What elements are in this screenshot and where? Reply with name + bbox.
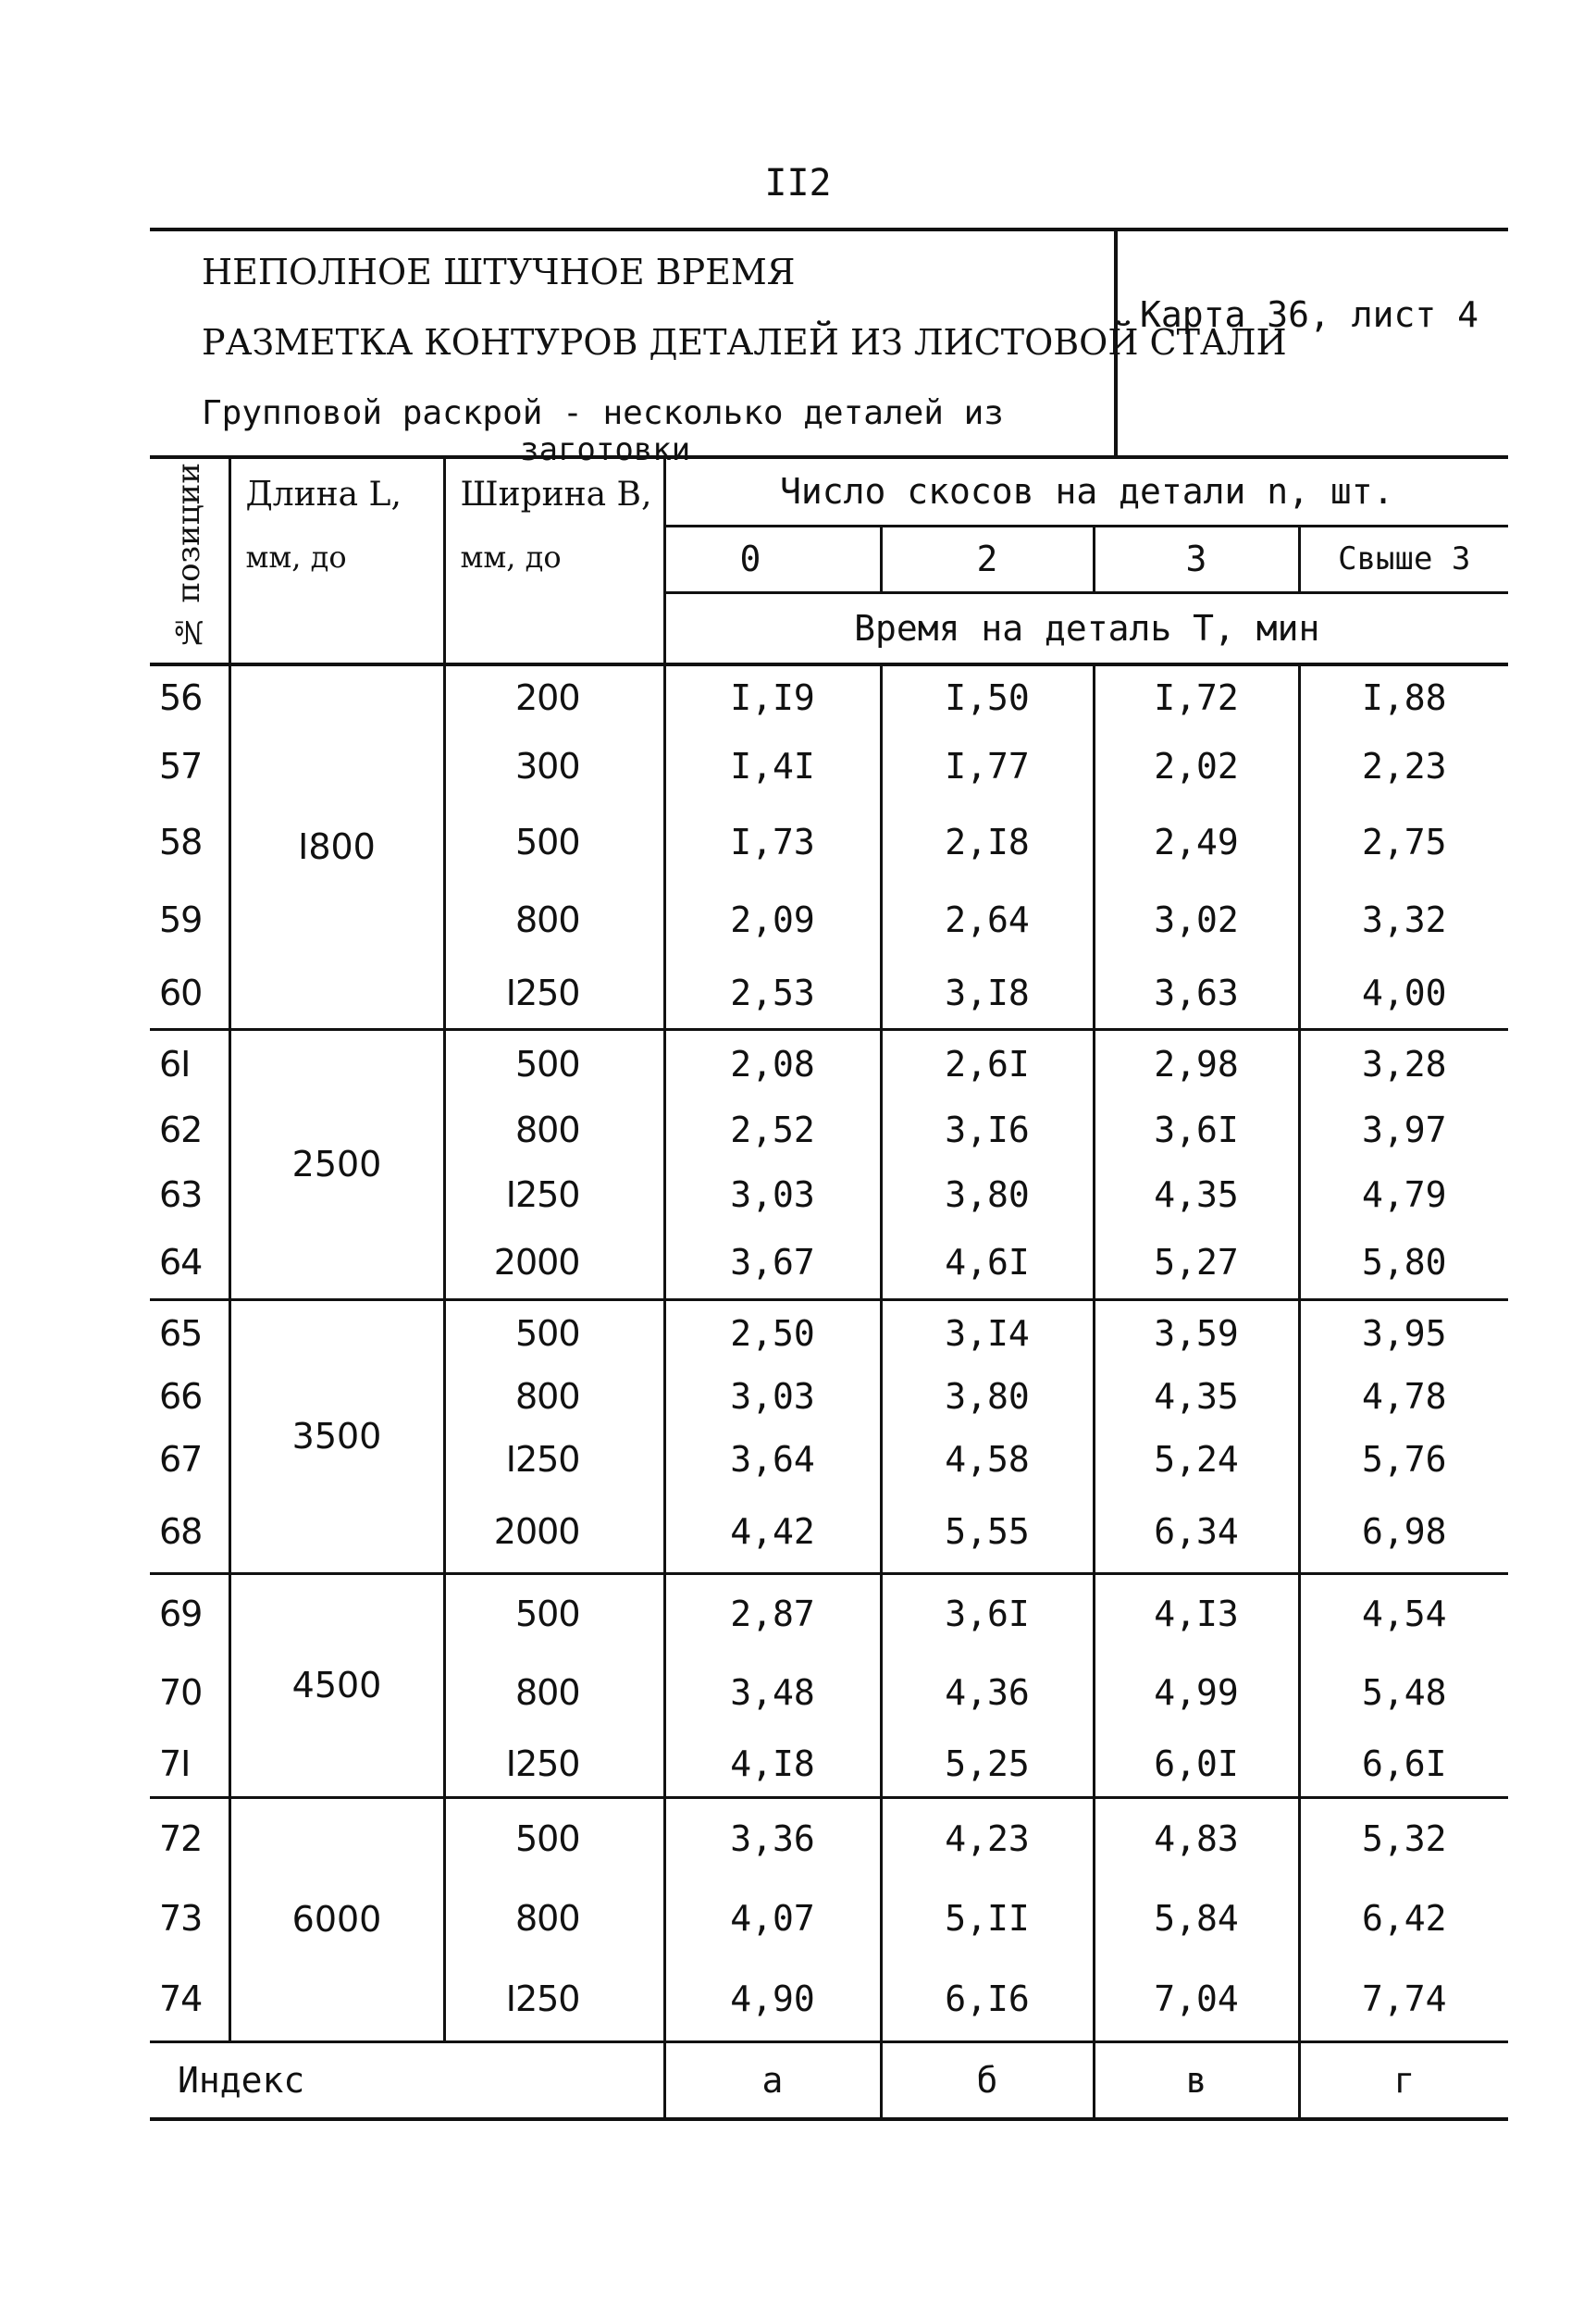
time-cell: 2,08	[664, 1029, 881, 1098]
time-cell: 2,50	[664, 1299, 881, 1366]
time-cell: 6,34	[1094, 1492, 1299, 1573]
col-bevels-header: Число скосов на детали n, шт.	[664, 459, 1508, 526]
time-cell: I,88	[1362, 677, 1447, 718]
time-cell: 4,58	[881, 1427, 1094, 1492]
time-cell: 4,6I	[881, 1227, 1094, 1299]
time-cell: 3,I6	[881, 1098, 1094, 1162]
time-cell: 4,99	[1094, 1653, 1299, 1732]
table-row	[150, 664, 1508, 729]
position-cell: 62	[150, 1098, 229, 1162]
time-cell: I,73	[664, 803, 881, 881]
width-cell: 800	[444, 1653, 664, 1732]
width-cell: 800	[444, 1098, 664, 1162]
col-width-header	[444, 459, 664, 664]
table-row	[150, 1797, 1508, 1879]
page-number: II2	[764, 162, 832, 205]
time-cell: 4,I3	[1094, 1573, 1299, 1653]
header-title-block	[150, 231, 1287, 468]
time-cell: 3,59	[1094, 1299, 1299, 1366]
time-cell: I,77	[881, 729, 1094, 803]
time-cell: 5,55	[881, 1492, 1094, 1573]
position-cell: 72	[150, 1797, 229, 1879]
time-cell: 4,78	[1362, 1376, 1447, 1417]
header-line-1: НЕПОЛНОЕ ШТУЧНОЕ ВРЕМЯ	[202, 252, 796, 292]
time-cell: 2,09	[664, 881, 881, 959]
time-cell: 5,24	[1094, 1427, 1299, 1492]
time-cell: 4,90	[664, 1958, 881, 2041]
table-row	[150, 1573, 1508, 1653]
time-cell: 3,67	[664, 1227, 881, 1299]
position-cell: 63	[150, 1162, 229, 1227]
time-cell: 3,63	[1094, 959, 1299, 1029]
header-line-4: заготовки	[520, 431, 691, 468]
time-cell: 3,02	[1094, 881, 1299, 959]
header-line-2: РАЗМЕТКА КОНТУРОВ ДЕТАЛЕЙ ИЗ ЛИСТОВОЙ СТАЛИ	[202, 322, 1287, 363]
time-cell: 2,49	[1094, 803, 1299, 881]
position-cell: 64	[150, 1227, 229, 1299]
position-cell: 6I	[150, 1029, 229, 1098]
index-code-v: в	[1094, 2041, 1299, 2119]
time-cell: 3,80	[881, 1366, 1094, 1427]
table-row	[150, 1299, 1508, 1366]
time-cell: 2,53	[664, 959, 881, 1029]
time-cell: 3,36	[664, 1797, 881, 1879]
time-cell: 3,97	[1362, 1110, 1447, 1150]
time-cell: 7,74	[1299, 1958, 1508, 2041]
table-row	[150, 1029, 1508, 1098]
index-label: Индекс	[150, 2041, 664, 2119]
time-cell: 3,80	[881, 1162, 1094, 1227]
time-cell: 6,98	[1299, 1492, 1508, 1573]
width-cell: 500	[444, 1573, 664, 1653]
col-bevel-2: 2	[881, 526, 1094, 592]
width-cell: 800	[444, 1366, 664, 1427]
width-cell: I250	[444, 959, 664, 1029]
position-cell: 68	[150, 1492, 229, 1573]
time-cell: 5,76	[1362, 1439, 1447, 1480]
time-cell: 3,03	[664, 1162, 881, 1227]
time-cell: 3,6I	[1094, 1098, 1299, 1162]
time-cell: 7,04	[1094, 1958, 1299, 2041]
width-cell: 500	[444, 1029, 664, 1098]
time-cell: 2,6I	[881, 1029, 1094, 1098]
time-cell: 2,75	[1362, 822, 1447, 862]
position-cell: 67	[150, 1427, 229, 1492]
col-length-label-2: мм, до	[245, 540, 347, 575]
time-cell: 5,84	[1094, 1879, 1299, 1958]
width-cell: 500	[444, 1797, 664, 1879]
time-cell: 4,36	[881, 1653, 1094, 1732]
time-cell: 3,95	[1362, 1312, 1447, 1354]
time-cell: 6,I6	[881, 1958, 1094, 2041]
col-bevel-0: 0	[664, 526, 881, 592]
width-cell: 500	[444, 1299, 664, 1366]
time-cell: 6,6I	[1299, 1732, 1508, 1797]
length-cell: 6000	[229, 1797, 444, 2041]
time-norms-table	[150, 459, 1508, 2121]
time-cell: 5,II	[881, 1879, 1094, 1958]
index-code-a: а	[664, 2041, 881, 2119]
width-cell: 2000	[444, 1492, 664, 1573]
time-cell: 2,I8	[881, 803, 1094, 881]
time-cell: 4,35	[1094, 1366, 1299, 1427]
position-cell: 59	[150, 881, 229, 959]
col-bevel-3: 3	[1094, 526, 1299, 592]
length-cell: 2500	[229, 1029, 444, 1299]
position-cell: 70	[150, 1653, 229, 1732]
time-cell: 2,02	[1094, 729, 1299, 803]
col-length-header	[229, 459, 444, 664]
position-cell: 56	[150, 664, 229, 729]
card-sheet-label: Карта 36, лист 4	[1140, 294, 1479, 335]
width-cell: 300	[444, 729, 664, 803]
position-cell: 57	[150, 729, 229, 803]
width-cell: 2000	[444, 1227, 664, 1299]
time-cell: 3,I8	[881, 959, 1094, 1029]
time-cell: 4,54	[1362, 1593, 1447, 1634]
time-cell: I,50	[881, 664, 1094, 729]
length-cell: I800	[229, 664, 444, 1029]
time-cell: 6,0I	[1094, 1732, 1299, 1797]
width-cell: 200	[444, 664, 664, 729]
time-cell: 3,32	[1362, 899, 1447, 940]
time-cell: 3,I4	[881, 1299, 1094, 1366]
width-cell: I250	[444, 1732, 664, 1797]
time-cell: 4,83	[1094, 1797, 1299, 1879]
card-header	[150, 228, 1508, 468]
time-cell: 4,42	[664, 1492, 881, 1573]
header-line-3: Групповой раскрой - несколько деталей из	[202, 394, 1004, 432]
time-cell: 2,52	[664, 1098, 881, 1162]
position-cell: 66	[150, 1366, 229, 1427]
time-cell: 3,28	[1362, 1043, 1447, 1085]
time-cell: 2,23	[1362, 746, 1447, 787]
time-cell: 4,I8	[664, 1732, 881, 1797]
col-width-label-1: Ширина В,	[460, 476, 652, 514]
col-bevel-more: Свыше 3	[1299, 526, 1508, 592]
time-cell: 4,07	[664, 1879, 881, 1958]
time-cell: 5,27	[1094, 1227, 1299, 1299]
time-cell: 4,79	[1362, 1174, 1447, 1215]
position-cell: 7I	[150, 1732, 229, 1797]
position-cell: 60	[150, 959, 229, 1029]
col-time-header: Время на деталь Т, мин	[664, 592, 1508, 664]
col-position-label: № позиции	[170, 463, 208, 651]
time-cell: 2,87	[664, 1573, 881, 1653]
width-cell: I250	[444, 1958, 664, 2041]
time-cell: 5,48	[1362, 1672, 1447, 1713]
position-cell: 65	[150, 1299, 229, 1366]
index-code-g: г	[1299, 2041, 1508, 2119]
width-cell: I250	[444, 1162, 664, 1227]
time-cell: 5,25	[881, 1732, 1094, 1797]
time-cell: I,72	[1094, 664, 1299, 729]
time-cell: 4,35	[1094, 1162, 1299, 1227]
position-cell: 73	[150, 1879, 229, 1958]
time-cell: 5,32	[1362, 1817, 1447, 1859]
width-cell: 500	[444, 803, 664, 881]
time-cell: 6,42	[1362, 1898, 1447, 1939]
length-cell: 4500	[229, 1573, 444, 1797]
time-cell: 3,03	[664, 1366, 881, 1427]
length-cell: 3500	[229, 1299, 444, 1573]
time-cell: 2,98	[1094, 1029, 1299, 1098]
col-length-label-1: Длина L,	[245, 476, 402, 514]
position-cell: 58	[150, 803, 229, 881]
position-cell: 74	[150, 1958, 229, 2041]
col-width-label-2: мм, до	[460, 540, 562, 575]
width-cell: 800	[444, 881, 664, 959]
time-cell: 2,64	[881, 881, 1094, 959]
index-code-b: б	[881, 2041, 1094, 2119]
time-cell: 3,64	[664, 1427, 881, 1492]
position-cell: 69	[150, 1573, 229, 1653]
time-cell: 3,6I	[881, 1573, 1094, 1653]
time-cell: 4,23	[881, 1797, 1094, 1879]
width-cell: I250	[444, 1427, 664, 1492]
time-cell: 5,80	[1299, 1227, 1508, 1299]
col-position-header	[150, 459, 229, 664]
width-cell: 800	[444, 1879, 664, 1958]
time-cell: I,I9	[664, 664, 881, 729]
time-cell: 4,00	[1299, 959, 1508, 1029]
time-cell: 3,48	[664, 1653, 881, 1732]
time-cell: I,4I	[664, 729, 881, 803]
